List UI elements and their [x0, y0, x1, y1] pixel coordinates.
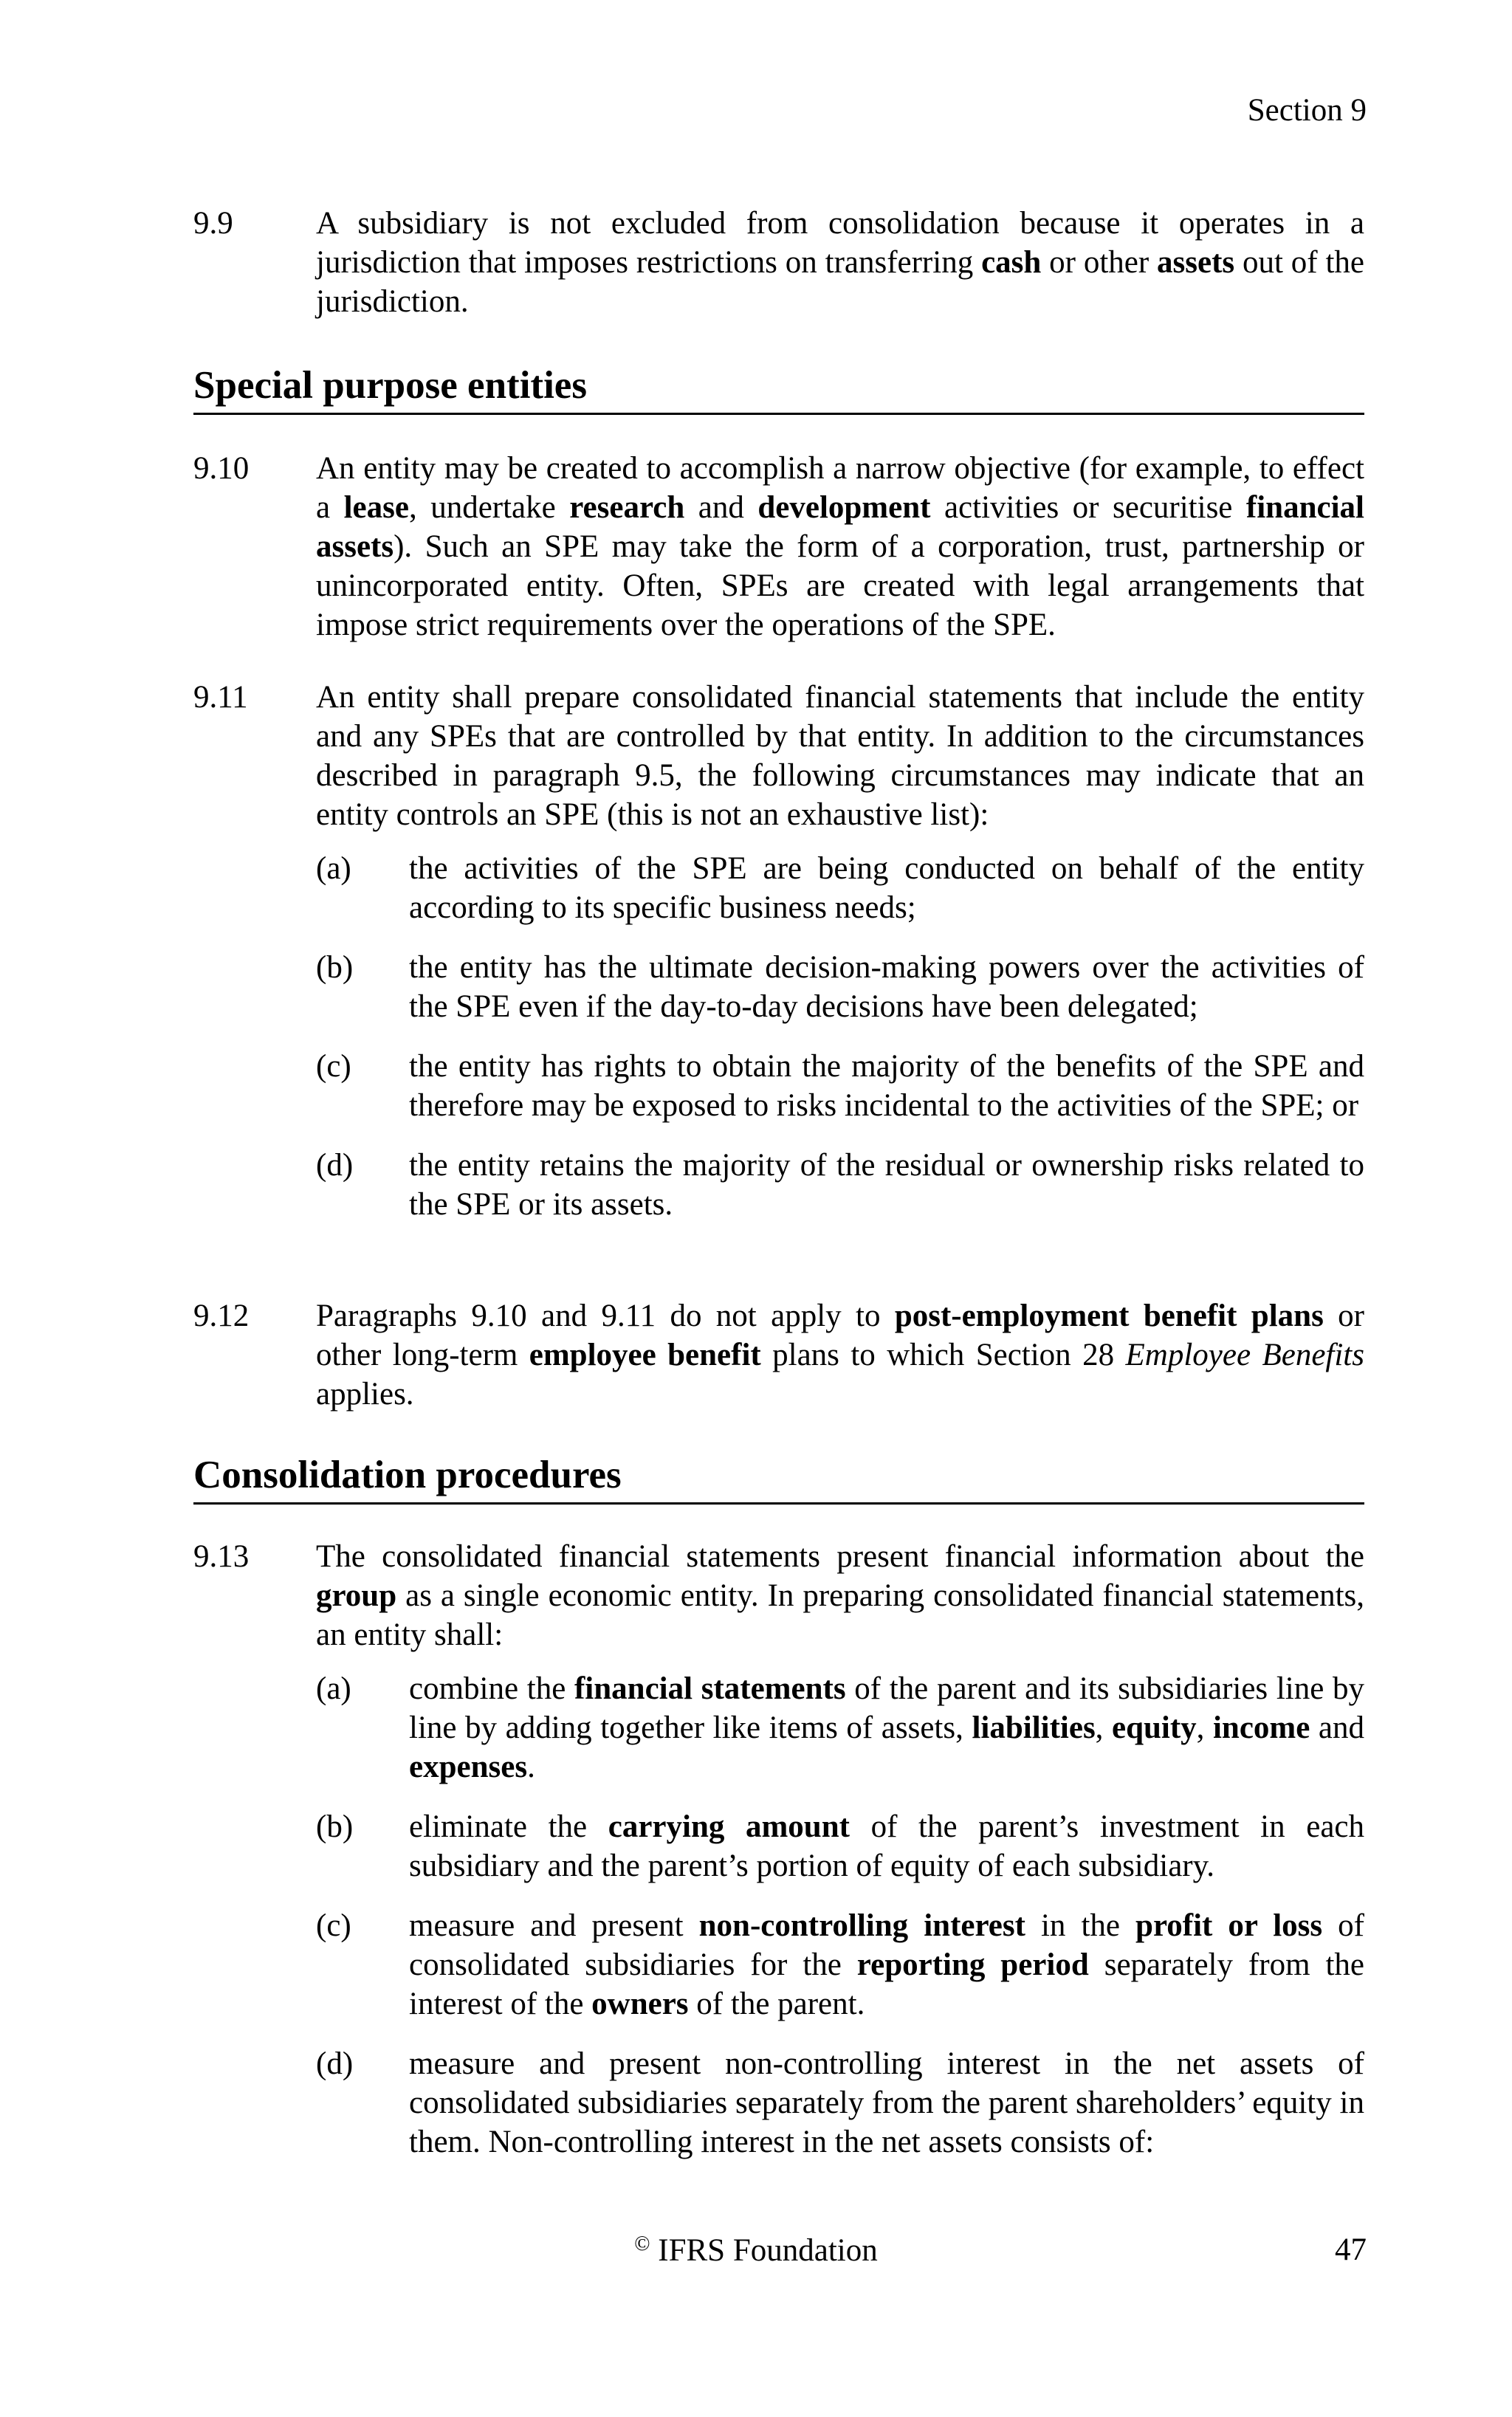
item-text: eliminate the carrying amount of the parent’s investment in each subsidiary and the parent’s portion of equity of each subsidiary. [409, 1809, 1364, 1883]
item-label: (d) [316, 1148, 354, 1183]
list-item [316, 1807, 1364, 1885]
paragraph-number: 9.13 [193, 1539, 250, 1574]
footer-organization: IFRS Foundation [650, 2233, 878, 2268]
list-item [316, 1146, 1364, 1224]
paragraph-9-10 [193, 449, 1364, 644]
item-label: (c) [316, 1049, 351, 1084]
list-item [316, 2044, 1364, 2162]
footer-copyright [0, 2234, 1512, 2266]
copyright-symbol: © [634, 2232, 650, 2255]
item-text: the entity has rights to obtain the majority of the benefits of the SPE and therefore may be exposed to risks incidental to the activities of the SPE; or [409, 1049, 1364, 1123]
item-label: (d) [316, 2046, 354, 2081]
list-item [316, 1669, 1364, 1787]
paragraph-9-13 [193, 1537, 1364, 2182]
item-label: (b) [316, 1809, 354, 1844]
paragraph-number: 9.11 [193, 680, 248, 715]
item-label: (c) [316, 1908, 351, 1943]
item-text: the entity has the ultimate decision-making powers over the activities of the SPE even if the day-to-day decisions have been delegated; [409, 950, 1364, 1024]
section-heading-consolidation-procedures: Consolidation procedures [193, 1456, 1364, 1505]
list-item [316, 849, 1364, 927]
page-number: 47 [1335, 2232, 1367, 2267]
paragraph-text: Paragraphs 9.10 and 9.11 do not apply to post-employment benefit plans or other long-term employee benefit plans to which Section 28 Employee Benefits applies. [316, 1299, 1364, 1412]
paragraph-number: 9.9 [193, 206, 233, 241]
item-text: combine the financial statements of the parent and its subsidiaries line by line by adding together like items of assets, liabilities, equity, income and expenses. [409, 1671, 1365, 1784]
paragraph-9-11 [193, 678, 1364, 1245]
paragraph-9-9 [193, 204, 1364, 321]
paragraph-number: 9.12 [193, 1299, 250, 1333]
paragraph-text: An entity shall prepare consolidated financial statements that include the entity and any SPEs that are controlled by that entity. In addition to the circumstances described in paragraph 9.5, the following circumstances may indicate that an entity controls an SPE (this is not an exhaustive list): [316, 680, 1364, 832]
running-header: Section 9 [1247, 93, 1367, 128]
item-text: the activities of the SPE are being conducted on behalf of the entity according to its specific business needs; [409, 851, 1364, 925]
list-item [316, 948, 1364, 1026]
item-text: measure and present non-controlling interest in the profit or loss of consolidated subsidiaries for the reporting period separately from the interest of the owners of the parent. [409, 1908, 1364, 2021]
sub-item-list [316, 849, 1364, 1224]
paragraph-text: The consolidated financial statements present financial information about the group as a single economic entity. In preparing consolidated financial statements, an entity shall: [316, 1539, 1364, 1652]
item-label: (a) [316, 851, 351, 886]
list-item [316, 1047, 1364, 1125]
sub-item-list [316, 1669, 1364, 2162]
section-heading-special-purpose-entities: Special purpose entities [193, 366, 1364, 415]
paragraph-text: A subsidiary is not excluded from consolidation because it operates in a jurisdiction that imposes restrictions on transferring cash or other assets out of the jurisdiction. [316, 206, 1364, 319]
item-text: the entity retains the majority of the residual or ownership risks related to the SPE or its assets. [409, 1148, 1364, 1222]
item-label: (a) [316, 1671, 351, 1706]
item-text: measure and present non-controlling interest in the net assets of consolidated subsidiaries separately from the parent shareholders’ equity in them. Non-controlling interest in the net assets consists of: [409, 2046, 1364, 2159]
paragraph-9-12 [193, 1296, 1364, 1414]
list-item [316, 1906, 1364, 2024]
item-label: (b) [316, 950, 354, 985]
paragraph-text: An entity may be created to accomplish a narrow objective (for example, to effect a lease, undertake research and development activities or securitise financial assets). Such an SPE may take the form of a corporation, trust, partnership or unincorporated entity. Often, SPEs are created with legal arrangements that impose strict requirements over the operations of the SPE. [316, 451, 1364, 642]
paragraph-number: 9.10 [193, 451, 250, 486]
